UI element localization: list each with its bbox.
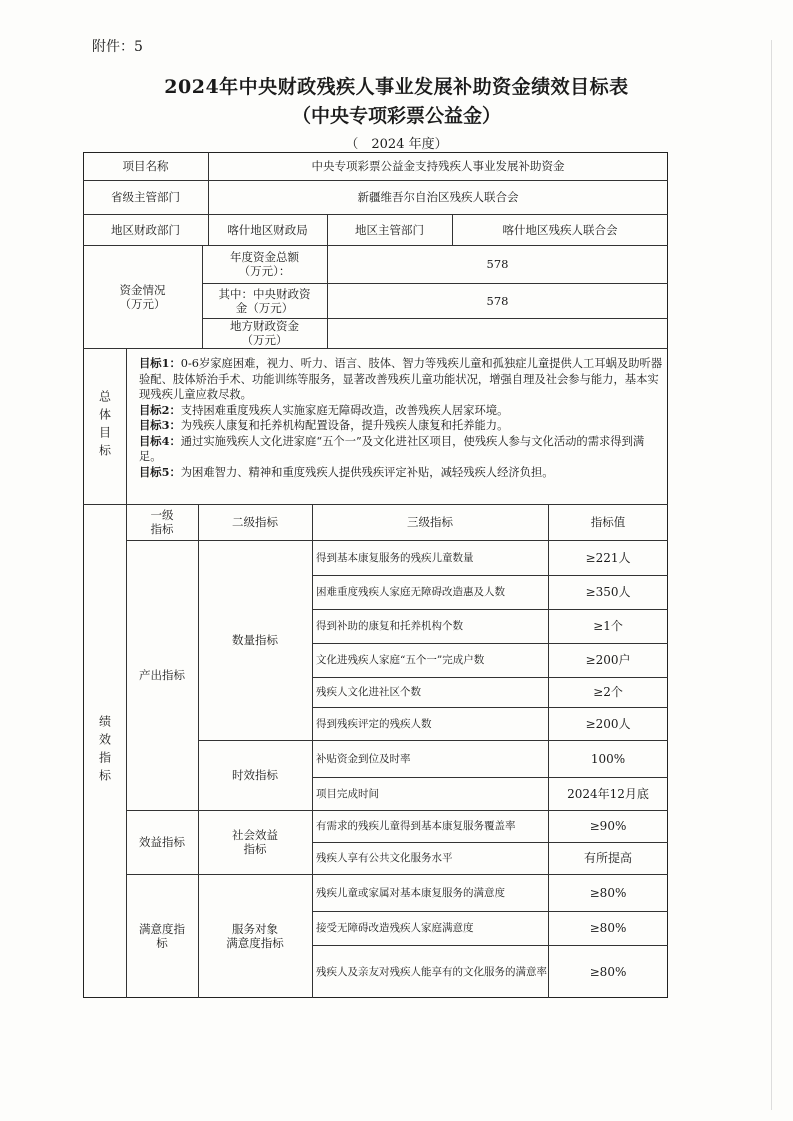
indicator-value: ≥1个 <box>593 619 623 633</box>
central-funds-label <box>202 283 327 318</box>
indicator-value: ≥200户 <box>585 653 631 667</box>
header-level1 <box>126 504 198 540</box>
indicator-name: 得到残疾评定的残疾人数 <box>316 717 432 730</box>
header-level3: 三级指标 <box>407 515 453 529</box>
year-label: （ 2024 年度） <box>345 137 448 152</box>
project-name-value: 中央专项彩票公益金支持残疾人事业发展补助资金 <box>311 159 565 173</box>
overall-goal-item <box>139 418 664 434</box>
indicator-value: 有所提高 <box>583 851 632 865</box>
indicator-value: ≥90% <box>589 819 627 833</box>
overall-goal-item <box>139 434 664 465</box>
indicator-name: 残疾儿童或家属对基本康复服务的满意度 <box>316 886 505 899</box>
annual-total-value: 578 <box>486 257 509 271</box>
overall-goal-key: 目标5： <box>139 464 181 479</box>
overall-goal-key: 目标1： <box>139 356 181 370</box>
service-satisfaction-indicator-label <box>198 874 312 998</box>
overall-goal-text: 0-6岁家庭困难，视力、听力、语言、肢体、智力等残疾儿童和孤独症儿童提供人工耳蜗及助听器验配、肢体矫治手术、功能训练等服务，显著改善残疾儿童功能状况，增强自理及社会参与能力，基本实现残疾儿童应救尽救。 <box>139 357 663 401</box>
indicator-name: 得到补助的康复和托养机构个数 <box>316 620 463 632</box>
header-level1-line2: 指标 <box>150 522 174 536</box>
benefit-indicator-label: 效益指标 <box>139 835 185 849</box>
overall-goal-text: 通过实施残疾人文化进家庭“五个一”及文化进社区项目，使残疾人参与文化活动的需求得到满足。 <box>139 434 645 463</box>
overall-goals-label <box>83 348 126 504</box>
provincial-dept-label: 省级主管部门 <box>111 190 180 204</box>
provincial-dept-value: 新疆维吾尔自治区残疾人联合会 <box>357 190 519 204</box>
overall-goal-key: 目标2： <box>139 402 181 417</box>
local-funds-value <box>327 318 668 348</box>
indicator-name: 有需求的残疾儿童得到基本康复服务覆盖率 <box>316 820 516 832</box>
overall-goal-key: 目标4： <box>139 433 181 448</box>
indicator-name: 接受无障碍改造残疾人家庭满意度 <box>316 922 474 934</box>
project-name-label: 项目名称 <box>122 159 169 173</box>
indicator-value: ≥221人 <box>585 550 631 565</box>
indicator-value: ≥80% <box>589 921 627 935</box>
indicator-name: 项目完成时间 <box>316 787 379 800</box>
annual-total-label-line1: 年度资金总额 <box>230 250 299 264</box>
local-funds-label <box>202 318 327 348</box>
page-edge-line <box>771 40 772 1110</box>
overall-goals-label-text: 总体目标 <box>97 390 112 462</box>
indicator-value: 100% <box>590 751 626 766</box>
satisfaction-label-line2: 标 <box>156 936 168 950</box>
row-divider <box>83 348 668 349</box>
overall-goal-text: 为残疾人康复和托养机构配置设备，提升残疾人康复和托养能力。 <box>180 419 509 432</box>
output-indicator-label: 产出指标 <box>139 668 185 682</box>
header-level1-line1: 一级 <box>150 508 174 522</box>
page-subtitle: （中央专项彩票公益金） <box>291 105 501 127</box>
indicator-name: 残疾人文化进社区个数 <box>316 686 421 698</box>
indicator-value: ≥2个 <box>593 685 623 699</box>
funds-label <box>83 245 202 348</box>
social-benefit-indicator-label <box>198 810 312 874</box>
overall-goals-list <box>139 356 664 480</box>
quantity-indicator-label: 数量指标 <box>232 633 278 647</box>
indicator-value: 2024年12月底 <box>567 786 649 801</box>
attachment-label: 附件：5 <box>92 39 143 55</box>
social-label-line1: 社会效益 <box>232 828 278 842</box>
service-label-line2: 满意度指标 <box>226 936 284 950</box>
indicator-name: 得到基本康复服务的残疾儿童数量 <box>316 551 474 564</box>
service-label-line1: 服务对象 <box>232 922 278 936</box>
central-funds-label-line1: 其中：中央财政资 <box>218 286 311 301</box>
satisfaction-label-line1: 满意度指 <box>139 922 185 936</box>
header-level2: 二级指标 <box>232 515 278 529</box>
page-title: 2024年中央财政残疾人事业发展补助资金绩效目标表 <box>164 76 629 98</box>
regional-dept-label: 地区主管部门 <box>355 222 424 237</box>
indicator-value: ≥200人 <box>585 716 631 731</box>
indicator-name: 补贴资金到位及时率 <box>316 752 411 765</box>
indicator-name: 文化进残疾人家庭“五个一”完成户数 <box>316 654 485 666</box>
overall-goal-key: 目标3： <box>139 418 181 432</box>
local-funds-label-line2: （万元） <box>241 333 288 347</box>
indicator-value: ≥350人 <box>585 585 631 599</box>
overall-goal-item <box>139 465 664 481</box>
regional-finance-value: 喀什地区财政局 <box>227 222 308 237</box>
satisfaction-indicator-label <box>126 874 198 998</box>
overall-goal-item <box>139 356 664 403</box>
overall-goal-text: 为困难智力、精神和重度残疾人提供残疾评定补贴，减轻残疾人经济负担。 <box>180 465 554 479</box>
central-funds-value: 578 <box>486 293 509 308</box>
local-funds-label-line1: 地方财政资金 <box>230 319 299 333</box>
annual-total-label <box>202 245 327 283</box>
timeliness-indicator-label: 时效指标 <box>232 768 278 782</box>
overall-goal-text: 支持困难重度残疾人实施家庭无障碍改造，改善残疾人居家环境。 <box>180 403 509 417</box>
indicator-value: ≥80% <box>589 885 627 900</box>
regional-finance-label: 地区财政部门 <box>111 222 180 237</box>
performance-label-text: 绩效指标 <box>97 715 112 787</box>
central-funds-label-line2: 金（万元） <box>235 300 294 315</box>
annual-total-label-line2: （万元）： <box>238 264 291 278</box>
regional-dept-value: 喀什地区残疾人联合会 <box>502 222 618 237</box>
funds-label-line2: （万元） <box>119 296 166 311</box>
indicator-name: 残疾人享有公共文化服务水平 <box>316 852 453 864</box>
funds-label-line1: 资金情况 <box>119 282 166 297</box>
header-value: 指标值 <box>590 515 626 529</box>
overall-goal-item <box>139 403 664 419</box>
performance-label <box>83 504 126 998</box>
social-label-line2: 指标 <box>243 842 267 856</box>
indicator-value: ≥80% <box>589 964 627 979</box>
indicator-name: 残疾人及亲友对残疾人能享有的文化服务的满意率 <box>316 965 547 978</box>
indicator-name: 困难重度残疾人家庭无障碍改造惠及人数 <box>316 586 505 598</box>
